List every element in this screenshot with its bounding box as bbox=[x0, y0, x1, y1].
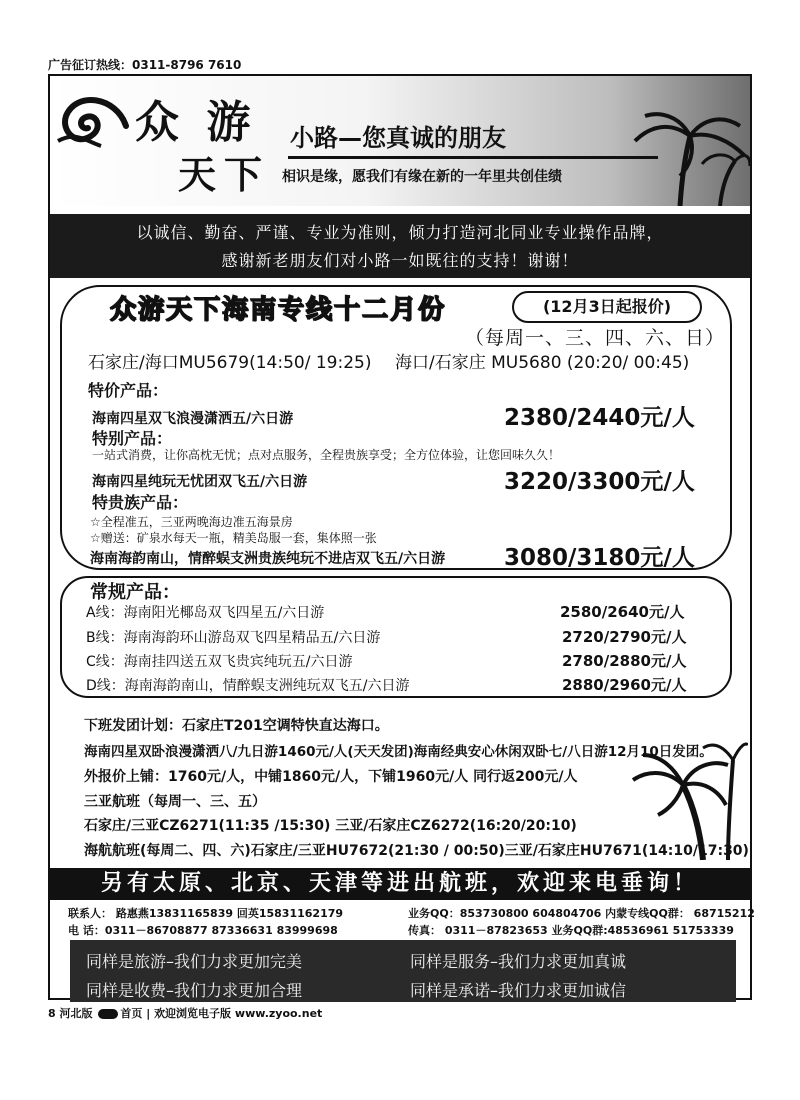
page-footer bbox=[48, 1005, 322, 1021]
ad-hotline: 广告征订热线：0311-8796 7610 bbox=[48, 58, 242, 72]
detail-line: 海航航班(每周二、四、六)石家庄/三亚HU7672(21:30 / 00:50)三亚/石家庄HU7671(14:10/17:30) bbox=[84, 843, 749, 859]
detail-line: 三亚航班（每周一、三、五） bbox=[84, 794, 266, 810]
detail-line: 下班发团计划：石家庄T201空调特快直达海口。 bbox=[84, 718, 389, 734]
route-price: 2780/2880元/人 bbox=[562, 652, 687, 670]
route-name: 海南阳光椰岛双飞四星五/六日游 bbox=[123, 605, 325, 621]
product-note: ☆赠送：矿泉水每天一瓶，精美岛服一套，集体照一张 bbox=[90, 531, 377, 545]
page-number: 8 bbox=[48, 1007, 56, 1020]
principle-banner bbox=[50, 214, 750, 278]
route-label: B线： bbox=[86, 630, 124, 646]
contact-qq: 业务QQ：853730800 604804706 内蒙专线QQ群： 68715212 bbox=[408, 907, 755, 920]
panel-slogan: 同样是旅游–我们力求更加完美 bbox=[86, 952, 303, 971]
route-line-a bbox=[86, 602, 324, 622]
other-flights-banner: 另有太原、北京、天津等进出航班，欢迎来电垂询！ bbox=[50, 868, 750, 900]
route-price: 2880/2960元/人 bbox=[562, 676, 687, 694]
panel-slogan: 同样是承诺–我们力求更加诚信 bbox=[410, 981, 627, 1000]
route-price: 2580/2640元/人 bbox=[560, 603, 685, 621]
palm-tree-icon bbox=[610, 106, 750, 206]
route-line-d bbox=[86, 675, 410, 695]
special-title: 众游天下海南专线十二月份 bbox=[110, 295, 447, 325]
route-label: D线： bbox=[86, 678, 125, 694]
detail-line: 石家庄/三亚CZ6271(11:35 /15:30) 三亚/石家庄CZ6272(16:20/20:10) bbox=[84, 818, 577, 834]
principle-line-2: 感谢新老朋友们对小路一如既往的支持！谢谢！ bbox=[221, 251, 579, 270]
footer-separator: | bbox=[146, 1007, 151, 1020]
product-price: 3220/3300元/人 bbox=[504, 469, 695, 495]
route-line-c bbox=[86, 651, 353, 671]
panel-slogan: 同样是收费–我们力求更加合理 bbox=[86, 981, 303, 1000]
departure-days: （每周一、三、四、六、日） bbox=[465, 327, 726, 349]
return-flight: 海口/石家庄 MU5680 (20:20/ 00:45) bbox=[395, 353, 690, 373]
brand-name-top: 众 游 bbox=[135, 97, 257, 148]
detail-line: 海南四星双卧浪漫潇洒八/九日游1460元/人(天天发团)海南经典安心休闲双卧七/八日游12月10日发团。 bbox=[84, 744, 713, 760]
header-slogan: 小路—您真诚的朋友 bbox=[290, 124, 506, 152]
product-name: 海南海韵南山，情醉蜈支洲贵族纯玩不进店双飞五/六日游 bbox=[90, 551, 446, 567]
product-price: 3080/3180元/人 bbox=[504, 545, 695, 571]
product-name: 海南四星纯玩无忧团双飞五/六日游 bbox=[92, 474, 308, 490]
product-note: ☆全程准五，三亚两晚海边准五海景房 bbox=[90, 515, 293, 529]
detail-line: 外报价上铺：1760元/人，中铺1860元/人，下铺1960元/人 同行返200元/人 bbox=[84, 769, 578, 785]
principle-line-1: 以诚信、勤奋、严谨、专业为准则，倾力打造河北同业专业操作品牌， bbox=[136, 223, 664, 242]
contact-persons: 联系人： 路惠燕13831165839 回英15831162179 bbox=[68, 907, 344, 920]
section-label: 特贵族产品： bbox=[92, 493, 189, 512]
route-label: C线： bbox=[86, 654, 124, 670]
route-name: 海南挂四送五双飞贵宾纯玩五/六日游 bbox=[123, 654, 353, 670]
product-name: 海南四星双飞浪漫潇洒五/六日游 bbox=[92, 411, 294, 427]
contact-fax: 传真： 0311－87823653 业务QQ群:48536961 51753339 bbox=[408, 924, 734, 937]
route-price: 2720/2790元/人 bbox=[562, 628, 687, 646]
route-name: 海南海韵环山游岛双飞四星精品五/六日游 bbox=[123, 630, 381, 646]
section-label: 特价产品： bbox=[88, 381, 169, 400]
route-name: 海南海韵南山，情醉蜈支洲纯玩双飞五/六日游 bbox=[124, 678, 410, 694]
route-line-b bbox=[86, 627, 380, 647]
welcome-text: 欢迎浏览电子版 bbox=[154, 1007, 232, 1020]
outbound-flight: 石家庄/海口MU5679(14:50/ 19:25) bbox=[88, 353, 372, 373]
panel-slogan: 同样是服务–我们力求更加真诚 bbox=[410, 952, 627, 971]
header-banner bbox=[50, 76, 750, 206]
route-label: A线： bbox=[86, 605, 124, 621]
product-price: 2380/2440元/人 bbox=[504, 405, 695, 431]
website-link[interactable]: www.zyoo.net bbox=[234, 1007, 323, 1020]
palm-tree-icon bbox=[628, 730, 748, 860]
brand-mark-icon bbox=[98, 1009, 118, 1019]
brand-name-bottom: 天下 bbox=[178, 152, 271, 197]
swirl-logo-icon bbox=[56, 86, 136, 156]
slogan-underline bbox=[288, 156, 658, 159]
contact-phone: 电 话：0311－86708877 87336631 83999698 bbox=[68, 924, 338, 937]
price-start-badge: (12月3日起报价) bbox=[512, 291, 702, 323]
product-note: 一站式消费，让你高枕无忧；点对点服务，全程贵族享受；全方位体验，让您回味久久！ bbox=[92, 448, 561, 462]
edition-label: 河北版 bbox=[59, 1007, 93, 1020]
regular-title: 常规产品： bbox=[90, 582, 180, 603]
header-subslogan: 相识是缘，愿我们有缘在新的一年里共创佳绩 bbox=[282, 169, 562, 185]
home-link[interactable]: 首页 bbox=[120, 1007, 143, 1020]
section-label: 特别产品： bbox=[92, 429, 173, 448]
